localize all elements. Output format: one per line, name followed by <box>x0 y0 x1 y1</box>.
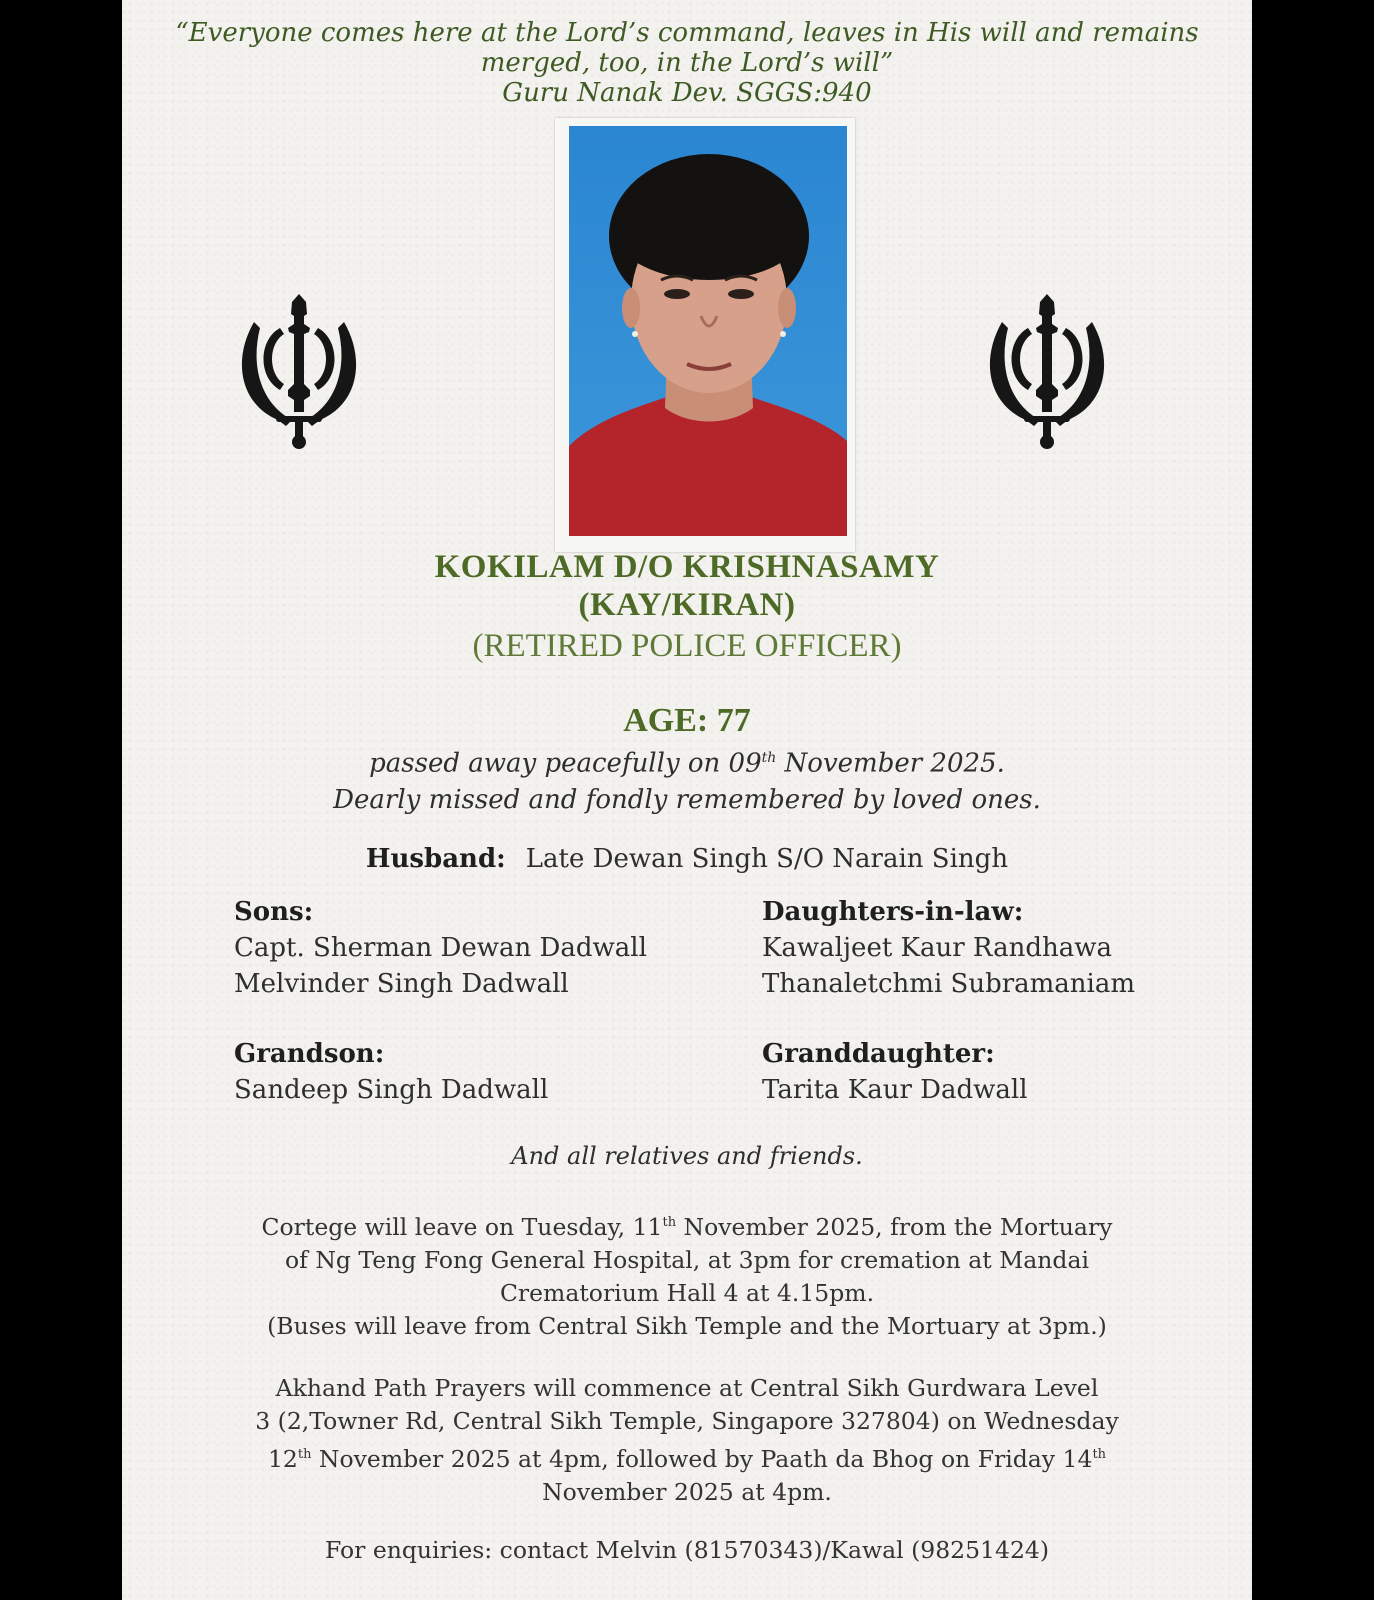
cortege-line-2: of Ng Teng Fong General Hospital, at 3pm for cremation at Mandai <box>285 1245 1089 1274</box>
cortege-sup: th <box>662 1215 677 1230</box>
grandson-name: Sandeep Singh Dadwall <box>234 1075 549 1105</box>
granddaughter-section <box>762 1036 1028 1108</box>
daughters-in-law-section <box>762 894 1135 1002</box>
passing-sup: th <box>761 750 777 766</box>
deceased-name <box>122 548 1252 624</box>
husband-name: Late Dewan Singh S/O Narain Singh <box>525 844 1009 874</box>
son-name: Capt. Sherman Dewan Dadwall <box>234 933 647 963</box>
sons-section <box>234 894 647 1002</box>
cortege-line-3: Crematorium Hall 4 at 4.15pm. <box>499 1278 875 1307</box>
prayers-text: November 2025 at 4pm, followed by Paath da Bhog on Friday 14 <box>311 1444 1093 1473</box>
khanda-icon <box>984 292 1110 456</box>
portrait-illustration <box>569 126 847 536</box>
prayers-sup: th <box>297 1447 312 1462</box>
husband-label: Husband: <box>365 844 506 874</box>
remembered-text: Dearly missed and fondly remembered by loved ones. <box>333 784 1041 815</box>
sons-label: Sons: <box>234 897 314 927</box>
cortege-notice <box>122 1206 1252 1343</box>
prayers-line-4: November 2025 at 4pm. <box>542 1477 832 1506</box>
passing-text: passed away peacefully on 09 <box>369 748 762 779</box>
name-line-2: (KAY/KIRAN) <box>578 587 796 623</box>
enquiries-line: For enquiries: contact Melvin (81570343)/Kawal (98251424) <box>324 1536 1050 1564</box>
quote-attribution: Guru Nanak Dev. SGGS:940 <box>502 78 872 108</box>
granddaughter-name: Tarita Kaur Dadwall <box>762 1075 1028 1105</box>
prayers-text: 12 <box>267 1444 298 1473</box>
quote-line-2: merged, too, in the Lord’s will” <box>480 48 894 78</box>
occupation: (RETIRED POLICE OFFICER) <box>472 628 902 664</box>
scripture-quote <box>122 18 1252 108</box>
prayers-line-1: Akhand Path Prayers will commence at Central Sikh Gurdwara Level <box>275 1374 1099 1402</box>
daughters-in-law-label: Daughters-in-law: <box>762 897 1024 927</box>
relatives-line: And all relatives and friends. <box>511 1142 863 1170</box>
portrait-photo <box>569 126 847 536</box>
prayers-sup: th <box>1092 1447 1107 1462</box>
passing-text-end: November 2025. <box>776 748 1005 779</box>
cortege-text: Cortege will leave on Tuesday, 11 <box>261 1212 663 1241</box>
cortege-text: November 2025, from the Mortuary <box>676 1212 1113 1241</box>
khanda-icon <box>236 292 362 456</box>
name-line-1: KOKILAM D/O KRISHNASAMY <box>434 549 940 585</box>
daughter-in-law-name: Kawaljeet Kaur Randhawa <box>762 933 1112 963</box>
obituary-card <box>122 0 1252 1600</box>
granddaughter-label: Granddaughter: <box>762 1039 995 1069</box>
quote-line-1: “Everyone comes here at the Lord’s command, leaves in His will and remains <box>175 18 1199 48</box>
passing-notice <box>122 740 1252 818</box>
prayers-line-2: 3 (2,Towner Rd, Central Sikh Temple, Singapore 327804) on Wednesday <box>255 1407 1119 1435</box>
prayers-notice <box>122 1372 1252 1509</box>
age: AGE: 77 <box>623 702 751 739</box>
husband-line <box>122 844 1252 874</box>
cortege-line-4: (Buses will leave from Central Sikh Temple and the Mortuary at 3pm.) <box>267 1311 1107 1340</box>
portrait-frame <box>555 118 855 552</box>
grandson-section <box>234 1036 548 1108</box>
son-name: Melvinder Singh Dadwall <box>234 969 569 999</box>
grandson-label: Grandson: <box>234 1039 385 1069</box>
daughter-in-law-name: Thanaletchmi Subramaniam <box>762 969 1136 999</box>
